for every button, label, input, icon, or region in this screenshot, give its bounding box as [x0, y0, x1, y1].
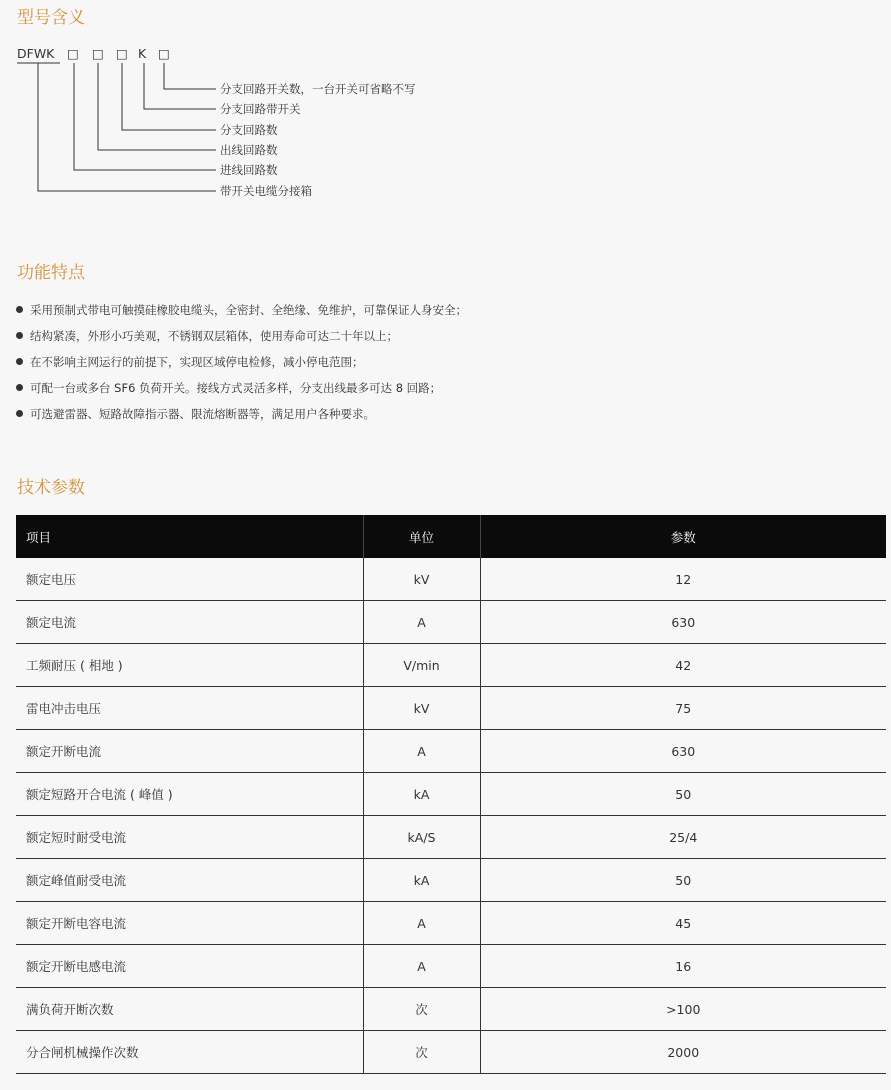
cell-value: 42: [480, 644, 886, 687]
cell-unit: kA/S: [363, 816, 480, 859]
cell-unit: V/min: [363, 644, 480, 687]
feature-list: [16, 297, 467, 427]
model-box-2: □: [92, 46, 104, 61]
cell-unit: A: [363, 945, 480, 988]
cell-item: 额定开断电流: [16, 730, 363, 773]
model-code-diagram: [0, 0, 891, 240]
cell-item: 额定短时耐受电流: [16, 816, 363, 859]
model-label-1: 分支回路开关数，一台开关可省略不写: [220, 82, 416, 96]
section-title-model: 型号含义: [17, 8, 85, 28]
feature-item: 可配一台或多台 SF6 负荷开关。接线方式灵活多样，分支出线最多可达 8 回路；: [16, 375, 467, 401]
model-label-2: 分支回路带开关: [220, 102, 301, 116]
cell-item: 雷电冲击电压: [16, 687, 363, 730]
cell-value: 2000: [480, 1031, 886, 1074]
model-box-3: □: [116, 46, 128, 61]
spec-table: [16, 515, 886, 1074]
cell-item: 额定短路开合电流 ( 峰值 ): [16, 773, 363, 816]
model-k-letter: K: [138, 46, 147, 61]
cell-item: 工频耐压 ( 相地 ): [16, 644, 363, 687]
section-title-features: 功能特点: [17, 263, 85, 283]
cell-value: 630: [480, 730, 886, 773]
cell-unit: kA: [363, 859, 480, 902]
section-title-params: 技术参数: [17, 478, 85, 498]
model-label-3: 分支回路数: [220, 123, 278, 137]
table-row: [16, 945, 886, 988]
feature-item: 采用预制式带电可触摸硅橡胶电缆头，全密封、全绝缘、免维护，可靠保证人身安全；: [16, 297, 467, 323]
cell-unit: A: [363, 601, 480, 644]
cell-value: 25/4: [480, 816, 886, 859]
cell-item: 额定开断电感电流: [16, 945, 363, 988]
cell-item: 额定开断电容电流: [16, 902, 363, 945]
table-row: [16, 902, 886, 945]
table-row: [16, 558, 886, 601]
table-row: [16, 601, 886, 644]
table-row: [16, 816, 886, 859]
table-row: [16, 988, 886, 1031]
header-value: 参数: [480, 515, 886, 558]
cell-unit: kV: [363, 558, 480, 601]
table-row: [16, 644, 886, 687]
cell-item: 额定电流: [16, 601, 363, 644]
cell-value: 75: [480, 687, 886, 730]
table-row: [16, 859, 886, 902]
cell-value: 12: [480, 558, 886, 601]
cell-value: 50: [480, 859, 886, 902]
cell-value: >100: [480, 988, 886, 1031]
feature-item: 在不影响主网运行的前提下，实现区域停电检修，减小停电范围；: [16, 349, 467, 375]
cell-value: 16: [480, 945, 886, 988]
header-item: 项目: [16, 515, 363, 558]
header-unit: 单位: [363, 515, 480, 558]
cell-value: 50: [480, 773, 886, 816]
table-header-row: [16, 515, 886, 558]
model-box-1: □: [67, 46, 79, 61]
model-label-5: 进线回路数: [220, 163, 278, 177]
cell-unit: 次: [363, 1031, 480, 1074]
model-label-6: 带开关电缆分接箱: [220, 184, 312, 198]
feature-item: 结构紧凑，外形小巧美观，不锈钢双层箱体，使用寿命可达二十年以上；: [16, 323, 467, 349]
cell-unit: A: [363, 902, 480, 945]
feature-item: 可选避雷器、短路故障指示器、限流熔断器等，满足用户各种要求。: [16, 401, 467, 427]
table-row: [16, 773, 886, 816]
cell-item: 满负荷开断次数: [16, 988, 363, 1031]
cell-item: 额定峰值耐受电流: [16, 859, 363, 902]
table-row: [16, 1031, 886, 1074]
cell-item: 额定电压: [16, 558, 363, 601]
model-label-4: 出线回路数: [220, 143, 278, 157]
cell-unit: kV: [363, 687, 480, 730]
cell-unit: 次: [363, 988, 480, 1031]
cell-unit: kA: [363, 773, 480, 816]
cell-unit: A: [363, 730, 480, 773]
table-row: [16, 730, 886, 773]
cell-item: 分合闸机械操作次数: [16, 1031, 363, 1074]
model-box-4: □: [158, 46, 170, 61]
cell-value: 630: [480, 601, 886, 644]
model-leader-lines: [17, 63, 216, 191]
table-row: [16, 687, 886, 730]
model-prefix: DFWK: [17, 46, 55, 61]
cell-value: 45: [480, 902, 886, 945]
